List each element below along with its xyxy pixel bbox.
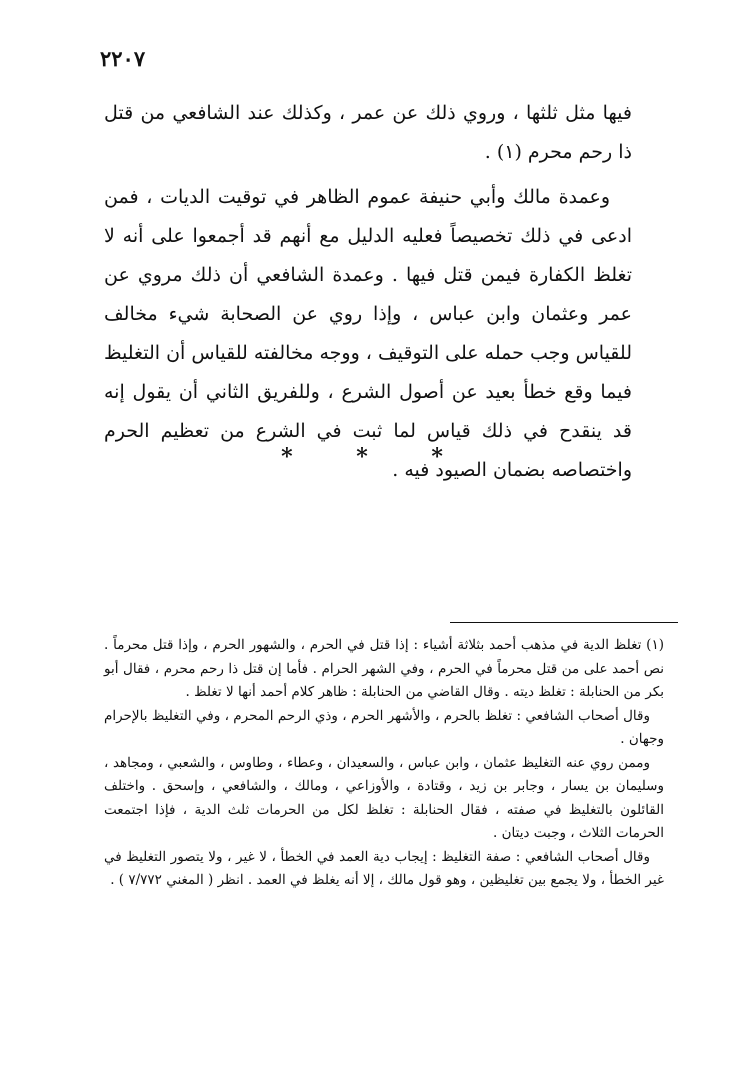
page-number: ٢٢٠٧ <box>100 46 146 71</box>
body-paragraph-1: فيها مثل ثلثها ، وروي ذلك عن عمر ، وكذلك عند الشافعي من قتل ذا رحم محرم (١) . <box>104 102 632 163</box>
section-separator: * * * <box>281 444 471 470</box>
body-paragraph-2: وعمدة مالك وأبي حنيفة عموم الظاهر في توقيت الديات ، فمن ادعى في ذلك تخصيصاً فعليه الدليل مع أنهم قد أجمعوا على أنه لا تغلظ الكفارة فيمن قتل فيها . وعمدة الشافعي أن ذلك مروي عن عمر وعثمان وابن عباس ، وإذا روي عن الصحابة شيء مخالف للقياس وجب حمله على التوقيف ، ووجه مخالفته للقياس أن التغليظ فيما وقع خطأ بعيد عن أصول الشرع ، وللفريق الثاني أن يقول إنه قد ينقدح في ذلك قياس لما ثبت في الشرع من تعظيم الحرم واختصاصه بضمان الصيود فيه . <box>104 186 632 481</box>
footnote-paragraph-4: وقال أصحاب الشافعي : صفة التغليظ : إيجاب دية العمد في الخطأ ، لا غير ، ولا يتصور التغليظ في غير الخطأ ، ولا يجمع بين تغليظين ، وهو قول مالك ، إلا أنه يغلظ في العمد . انظر ( المغني ٧/٧٧٢ ) . <box>104 848 664 888</box>
footnote-divider <box>450 622 678 623</box>
footnote-paragraph-1: (١) تغلظ الدية في مذهب أحمد بثلاثة أشياء : إذا قتل في الحرم ، والشهور الحرم ، وإذا قتل محرماً . نص أحمد على من قتل محرماً في الحرم ، وفي الشهر الحرام . فأما إن قتل ذا رحم محرم ، فقال أبو بكر من الحنابلة : تغلظ ديته . وقال القاضي من الحنابلة : ظاهر كلام أحمد أنها لا تغلظ . <box>104 637 664 700</box>
footnote-paragraph-3: وممن روي عنه التغليظ عثمان ، وابن عباس ، والسعيدان ، وعطاء ، وطاوس ، والشعبي ، ومجاهد ، وسليمان بن يسار ، وجابر بن زيد ، وقتادة ، والأوزاعي ، ومالك ، والشافعي ، وإسحق . واختلف القائلون بالتغليظ في صفته ، فقال الحنابلة : تغلظ لكل من الحرمات ثلث الدية ، فإذا اجتمعت الحرمات الثلاث ، وجبت ديتان . <box>104 754 664 841</box>
footnotes <box>104 634 664 893</box>
footnote-paragraph-2: وقال أصحاب الشافعي : تغلظ بالحرم ، والأشهر الحرم ، وذي الرحم المحرم ، وفي التغليظ بالإحرام وجهان . <box>104 707 664 747</box>
